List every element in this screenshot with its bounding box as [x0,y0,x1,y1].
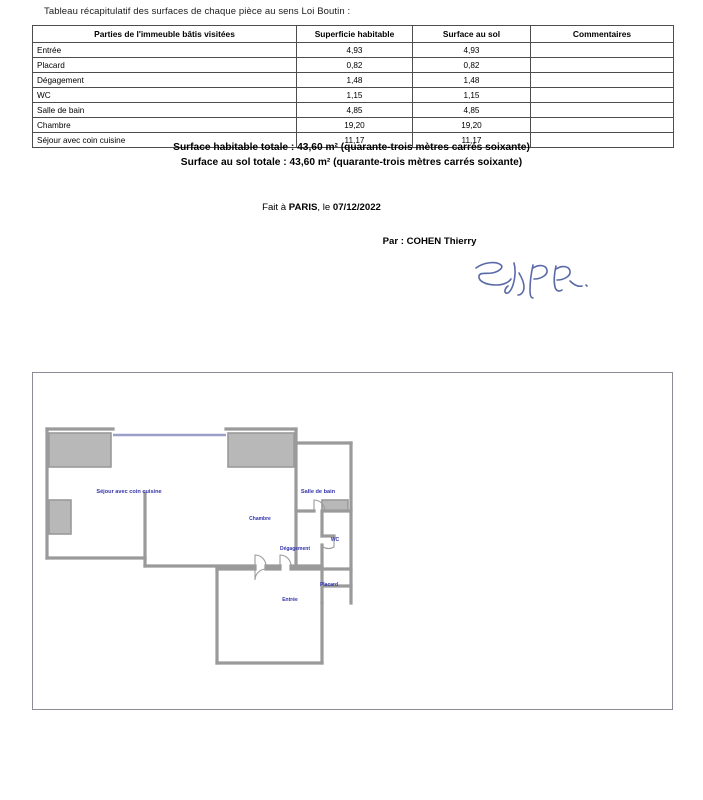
column-header-floor: Surface au sol [413,26,531,43]
table-cell-comments [531,73,674,88]
signature-date: 07/12/2022 [332,202,381,213]
table-cell-floor: 0,82 [413,58,531,73]
place-prefix: Fait à [262,202,289,213]
table-cell-floor: 11,17 [413,133,531,148]
table-cell-habitable: 4,93 [297,43,413,58]
table-row [33,58,674,73]
table-cell-habitable: 19,20 [297,118,413,133]
plan-room-label: Salle de bain [300,489,336,495]
signature-place-date [0,202,703,213]
table-cell-floor: 1,15 [413,88,531,103]
plan-room-label: Entrée [282,597,298,603]
table-cell-habitable: 1,48 [297,73,413,88]
column-header-room: Parties de l'immeuble bâtis visitées [33,26,297,43]
total-floor-line: Surface au sol totale : 43,60 m² (quarante-trois mètres carrés soixante) [180,157,523,168]
table-cell-room: Séjour avec coin cuisine [33,133,297,148]
table-cell-room: Salle de bain [33,103,297,118]
date-prefix: , le [317,202,333,213]
table-cell-habitable: 1,15 [297,88,413,103]
table-cell-room: WC [33,88,297,103]
plan-room-label: Placard [319,582,339,588]
table-cell-room: Placard [33,58,297,73]
table-cell-habitable: 0,82 [297,58,413,73]
column-header-habitable: Superficie habitable [297,26,413,43]
floor-plan-frame [32,372,673,710]
surfaces-table [32,25,674,148]
table-row [33,118,674,133]
intro-line: Tableau récapitulatif des surfaces de chaque pièce au sens Loi Boutin : [44,6,351,17]
table-cell-comments [531,58,674,73]
plan-room-label: Dégagement [279,546,311,552]
table-row [33,103,674,118]
table-cell-floor: 4,85 [413,103,531,118]
table-row [33,88,674,103]
table-row [33,73,674,88]
place-name: PARIS [288,202,318,213]
table-cell-room: Chambre [33,118,297,133]
floor-plan-drawing [33,373,672,709]
table-cell-floor: 4,93 [413,43,531,58]
total-habitable-line: Surface habitable totale : 43,60 m² (quarante-trois mètres carrés soixante) [173,142,530,153]
column-header-comments: Commentaires [531,26,674,43]
signature-author: Par : COHEN Thierry [382,236,477,247]
table-cell-comments [531,103,674,118]
table-cell-room: Dégagement [33,73,297,88]
plan-room-label: Séjour avec coin cuisine [96,489,162,495]
table-cell-room: Entrée [33,43,297,58]
table-cell-floor: 19,20 [413,118,531,133]
table-cell-comments [531,43,674,58]
table-cell-floor: 1,48 [413,73,531,88]
plan-room-label: WC [330,537,340,543]
table-header-row [33,26,674,43]
handwritten-signature [470,252,600,308]
table-cell-habitable: 4,85 [297,103,413,118]
table-cell-comments [531,88,674,103]
table-cell-habitable: 11,17 [297,133,413,148]
table-row [33,43,674,58]
totals-block [0,140,703,170]
plan-room-label: Chambre [249,516,271,522]
table-cell-comments [531,118,674,133]
